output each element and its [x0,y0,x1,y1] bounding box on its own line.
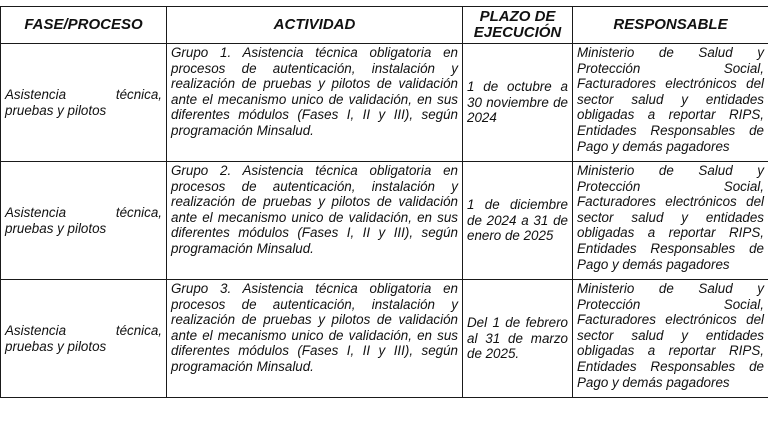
schedule-table [0,6,768,398]
activity-cell: Grupo 3. Asistencia técnica obligatoria en procesos de autenticación, instalación y realización de pruebas y pilotos de validación ante el mecanismo unico de validación, en sus diferentes módulos (Fases I, II y III), según programación Minsalud. [167,280,463,398]
header-phase: FASE/PROCESO [1,7,167,44]
table-row [1,280,768,398]
phase-cell: Asistencia técnica, pruebas y pilotos [1,44,167,162]
header-deadline: PLAZO DE EJECUCIÓN [463,7,573,44]
table-row [1,162,768,280]
activity-cell: Grupo 2. Asistencia técnica obligatoria en procesos de autenticación, instalación y realización de pruebas y pilotos de validación ante el mecanismo unico de validación, en sus diferentes módulos (Fases I, II y III), según programación Minsalud. [167,162,463,280]
responsible-cell: Ministerio de Salud y Protección Social, Facturadores electrónicos del sector salud y entidades obligadas a reportar RIPS, Entidades Responsables de Pago y demás pagadores [573,280,768,398]
deadline-cell: 1 de diciembre de 2024 a 31 de enero de 2025 [463,162,573,280]
header-responsible: RESPONSABLE [573,7,768,44]
table-row [1,44,768,162]
header-activity: ACTIVIDAD [167,7,463,44]
phase-cell: Asistencia técnica, pruebas y pilotos [1,162,167,280]
activity-cell: Grupo 1. Asistencia técnica obligatoria en procesos de autenticación, instalación y realización de pruebas y pilotos de validación ante el mecanismo unico de validación, en sus diferentes módulos (Fases I, II y III), según programación Minsalud. [167,44,463,162]
responsible-cell: Ministerio de Salud y Protección Social, Facturadores electrónicos del sector salud y entidades obligadas a reportar RIPS, Entidades Responsables de Pago y demás pagadores [573,44,768,162]
phase-cell: Asistencia técnica, pruebas y pilotos [1,280,167,398]
deadline-cell: Del 1 de febrero al 31 de marzo de 2025. [463,280,573,398]
responsible-cell: Ministerio de Salud y Protección Social, Facturadores electrónicos del sector salud y entidades obligadas a reportar RIPS, Entidades Responsables de Pago y demás pagadores [573,162,768,280]
deadline-cell: 1 de octubre a 30 noviembre de 2024 [463,44,573,162]
header-row [1,7,768,44]
